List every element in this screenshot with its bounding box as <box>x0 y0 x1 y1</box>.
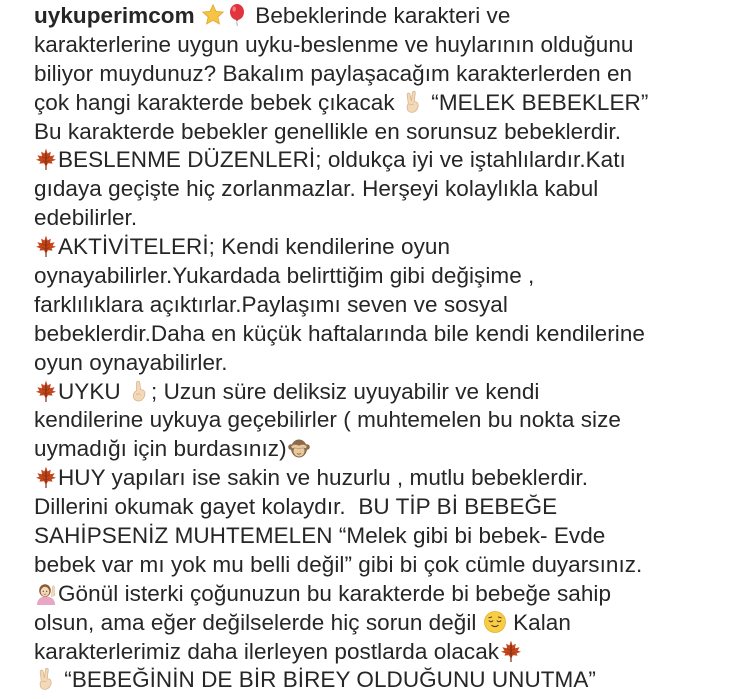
victory-hand-emoji-icon <box>34 667 58 691</box>
caption-line-24 <box>34 666 734 695</box>
caption-line-20: bebek var mı yok mu belli değil” gibi bi çok cümle duyarsınız. <box>34 551 643 577</box>
see-no-evil-monkey-emoji-icon <box>287 436 311 460</box>
star-emoji-icon <box>201 3 225 27</box>
caption-line-5: Bu karakterde bebekler genellikle en sorunsuz bebeklerdir. <box>34 118 621 144</box>
caption-text: Kalan <box>506 609 571 635</box>
caption-text: BESLENME DÜZENLERİ; oldukça iyi ve iştahlılardır.Katı <box>58 147 626 173</box>
caption-line-4 <box>34 89 734 118</box>
caption-line-11: farklılıklara açıktırlar.Paylaşımı seven ve sosyal <box>34 291 508 317</box>
caption-text: AKTİVİTELERİ; Kendi kendilerine oyun <box>58 234 451 260</box>
username[interactable]: uykuperimcom <box>34 3 195 28</box>
caption-text: uymadığı için burdasınız) <box>34 436 287 462</box>
caption-line-1 <box>34 2 734 31</box>
caption-line-22 <box>34 609 734 638</box>
caption-line-15: kendilerine uykuya geçebilirler ( muhtemelen bu nokta size <box>34 407 621 433</box>
maple-leaf-emoji-icon <box>34 147 58 171</box>
caption-line-7: gıdaya geçişte hiç zorlanmazlar. Herşeyi kolaylıkla kabul <box>34 176 599 202</box>
maple-leaf-emoji-icon <box>34 379 58 403</box>
caption-line-6 <box>34 146 734 175</box>
maple-leaf-emoji-icon <box>34 465 58 489</box>
caption-line-14 <box>34 378 734 407</box>
caption-text: HUY yapıları ise sakin ve huzurlu , mutlu bebeklerdir. <box>58 465 589 491</box>
caption-line-2: karakterlerine uygun uyku-beslenme ve huylarının olduğunu <box>34 31 634 57</box>
balloon-emoji-icon <box>225 3 249 27</box>
caption-line-12: bebeklerdir.Daha en küçük haftalarında bile kendi kendilerine <box>34 320 645 346</box>
caption-line-23 <box>34 638 734 667</box>
post-caption <box>34 2 734 695</box>
caption-text: ; Uzun süre deliksiz uyuyabilir ve kendi <box>151 378 540 404</box>
caption-line-19: SAHİPSENİZ MUHTEMELEN “Melek gibi bi bebek- Evde <box>34 523 606 549</box>
victory-hand-emoji-icon <box>401 90 425 114</box>
caption-line-3: biliyor muydunuz? Bakalım paylaşacağım karakterlerden en <box>34 60 633 86</box>
caption-text: UYKU <box>58 378 128 404</box>
caption-line-17 <box>34 464 734 493</box>
caption-line-16 <box>34 435 734 464</box>
caption-text: karakterlerimiz daha ilerleyen postlarda olacak <box>34 638 500 664</box>
maple-leaf-emoji-icon <box>34 234 58 258</box>
caption-text: Bebeklerinde karakteri ve <box>248 3 511 28</box>
caption-line-13: oyun oynayabilirler. <box>34 349 228 375</box>
relieved-face-emoji-icon <box>483 610 507 634</box>
caption-line-8: edebilirler. <box>34 205 138 231</box>
caption-line-9 <box>34 233 734 262</box>
caption-text: “BEBEĞİNİN DE BİR BİREY OLDUĞUNU UNUTMA” <box>58 667 596 693</box>
caption-text: olsun, ama eğer değilselerde hiç sorun değil <box>34 609 483 635</box>
raising-hand-emoji-icon <box>34 581 58 605</box>
caption-text: Gönül isterki çoğunuzun bu karakterde bi bebeğe sahip <box>58 580 612 606</box>
caption-text: çok hangi karakterde bebek çıkacak <box>34 89 401 115</box>
caption-line-10: oynayabilirler.Yukardada belirttiğim gibi değişime , <box>34 263 535 289</box>
caption-line-18: Dillerini okumak gayet kolaydır. BU TİP Bİ BEBEĞE <box>34 494 558 520</box>
caption-text: “MELEK BEBEKLER” <box>424 89 649 115</box>
maple-leaf-emoji-icon <box>499 639 523 663</box>
caption-line-21 <box>34 580 734 609</box>
pointing-up-emoji-icon <box>127 379 151 403</box>
